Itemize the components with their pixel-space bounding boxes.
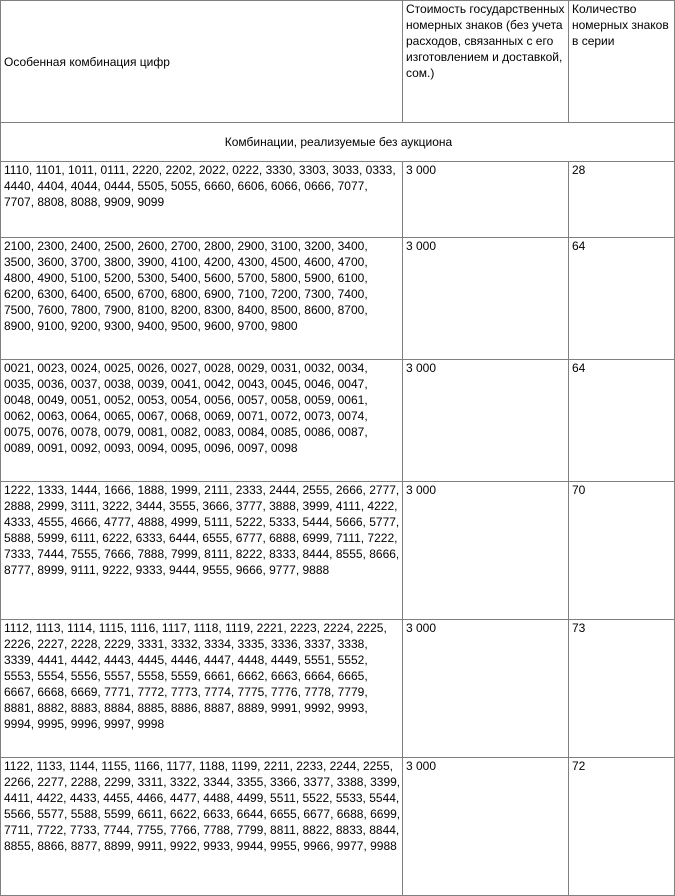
count-value: 70 [572, 483, 586, 497]
combo-list: 2100, 2300, 2400, 2500, 2600, 2700, 2800, 2900, 3100, 3200, 3400, 3500, 3600, 3700, 3800, 3900, 4100, 4200, 4300, 4500, 4600, 4700, 4800, 4900, 5100, 5200, 5300, 5400, 5600, 5700, 5800, 5900, 6100, 6200, 6300, 6400, 6500, 6700, 6800, 6900, 7100, 7200, 7300, 7400, 7500, 7600, 7800, 7900, 8100, 8200, 8300, 8400, 8500, 8600, 8700, 8900, 9100, 9200, 9300, 9400, 9500, 9600, 9700, 9800 [4, 239, 368, 333]
header-count-cell [569, 1, 675, 123]
combo-cell [1, 758, 403, 896]
combo-list: 1222, 1333, 1444, 1666, 1888, 1999, 2111, 2333, 2444, 2555, 2666, 2777, 2888, 2999, 3111, 3222, 3444, 3555, 3666, 3777, 3888, 3999, 4111, 4222, 4333, 4555, 4666, 4777, 4888, 4999, 5111, 5222, 5333, 5444, 5666, 5777, 5888, 5999, 6111, 6222, 6333, 6444, 6555, 6777, 6888, 6999, 7111, 7222, 7333, 7444, 7555, 7666, 7888, 7999, 8111, 8222, 8333, 8444, 8555, 8666, 8777, 8999, 9111, 9222, 9333, 9444, 9555, 9666, 9777, 9888 [4, 483, 400, 577]
count-value: 73 [572, 621, 586, 635]
count-value: 28 [572, 163, 586, 177]
count-value: 64 [572, 239, 586, 253]
count-cell [569, 360, 675, 482]
count-cell [569, 162, 675, 238]
count-value: 72 [572, 759, 586, 773]
table-row [1, 758, 675, 896]
header-count-label: Количество номерных знаков в серии [572, 2, 669, 48]
header-price-label: Стоимость государственных номерных знаков (без учета расходов, связанных с его изготовлением и доставкой, сом.) [406, 2, 565, 80]
combo-list: 0021, 0023, 0024, 0025, 0026, 0027, 0028, 0029, 0031, 0032, 0034, 0035, 0036, 0037, 0038, 0039, 0041, 0042, 0043, 0045, 0046, 0047, 0048, 0049, 0051, 0052, 0053, 0054, 0056, 0057, 0058, 0059, 0061, 0062, 0063, 0064, 0065, 0067, 0068, 0069, 0071, 0072, 0073, 0074, 0075, 0076, 0078, 0079, 0081, 0082, 0083, 0084, 0085, 0086, 0087, 0089, 0091, 0092, 0093, 0094, 0095, 0096, 0097, 0098 [4, 361, 368, 455]
combo-cell [1, 482, 403, 620]
price-value: 3 000 [406, 483, 437, 497]
combo-list: 1110, 1101, 1011, 0111, 2220, 2202, 2022, 0222, 3330, 3303, 3033, 0333, 4440, 4404, 4044, 0444, 5505, 5055, 6660, 6606, 6066, 0666, 7077, 7707, 8808, 8088, 9909, 9099 [4, 163, 396, 209]
header-combo-cell [1, 1, 403, 123]
table-row [1, 238, 675, 360]
price-cell [403, 620, 569, 758]
header-price-cell [403, 1, 569, 123]
table-row [1, 620, 675, 758]
group-title: Комбинации, реализуемые без аукциона [224, 135, 453, 149]
count-cell [569, 620, 675, 758]
price-value: 3 000 [406, 759, 437, 773]
table-row [1, 360, 675, 482]
combo-cell [1, 238, 403, 360]
price-value: 3 000 [406, 621, 437, 635]
combo-cell [1, 162, 403, 238]
group-title-cell [1, 123, 675, 162]
price-cell [403, 482, 569, 620]
table-row [1, 482, 675, 620]
price-cell [403, 360, 569, 482]
header-row [1, 1, 675, 123]
header-combo-label: Особенная комбинация цифр [4, 54, 170, 69]
combo-list: 1112, 1113, 1114, 1115, 1116, 1117, 1118, 1119, 2221, 2223, 2224, 2225, 2226, 2227, 2228, 2229, 3331, 3332, 3334, 3335, 3336, 3337, 3338, 3339, 4441, 4442, 4443, 4445, 4446, 4447, 4448, 4449, 5551, 5552, 5553, 5554, 5556, 5557, 5558, 5559, 6661, 6662, 6663, 6664, 6665, 6667, 6668, 6669, 7771, 7772, 7773, 7774, 7775, 7776, 7778, 7779, 8881, 8882, 8883, 8884, 8885, 8886, 8887, 8889, 9991, 9992, 9993, 9994, 9995, 9996, 9997, 9998 [4, 621, 387, 731]
price-value: 3 000 [406, 239, 437, 253]
price-value: 3 000 [406, 163, 437, 177]
price-cell [403, 162, 569, 238]
count-cell [569, 758, 675, 896]
group-row [1, 123, 675, 162]
count-cell [569, 238, 675, 360]
price-cell [403, 238, 569, 360]
combo-cell [1, 620, 403, 758]
price-value: 3 000 [406, 361, 437, 375]
count-value: 64 [572, 361, 586, 375]
count-cell [569, 482, 675, 620]
price-cell [403, 758, 569, 896]
combo-cell [1, 360, 403, 482]
combo-list: 1122, 1133, 1144, 1155, 1166, 1177, 1188, 1199, 2211, 2233, 2244, 2255, 2266, 2277, 2288, 2299, 3311, 3322, 3344, 3355, 3366, 3377, 3388, 3399, 4411, 4422, 4433, 4455, 4466, 4477, 4488, 4499, 5511, 5522, 5533, 5544, 5566, 5577, 5588, 5599, 6611, 6622, 6633, 6644, 6655, 6677, 6688, 6699, 7711, 7722, 7733, 7744, 7755, 7766, 7788, 7799, 8811, 8822, 8833, 8844, 8855, 8866, 8877, 8899, 9911, 9922, 9933, 9944, 9955, 9966, 9977, 9988 [4, 759, 401, 853]
table-row [1, 162, 675, 238]
